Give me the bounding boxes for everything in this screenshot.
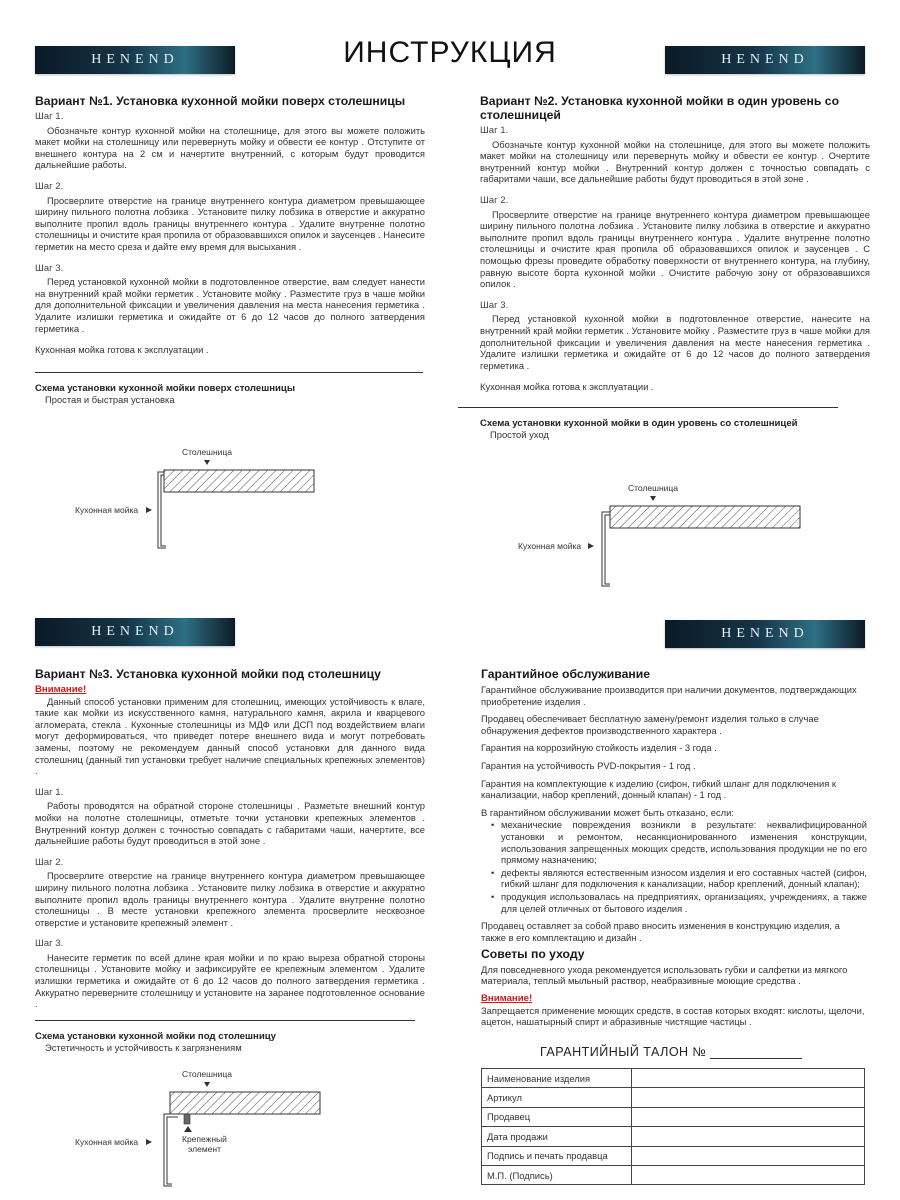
v2-arrow-sink	[588, 543, 594, 549]
v1-ready-text: Кухонная мойка готова к эксплуатации .	[35, 344, 209, 356]
variant-3-heading: Вариант №3. Установка кухонной мойки под столешницу	[35, 667, 381, 681]
v2-ready-text: Кухонная мойка готова к эксплуатации .	[480, 381, 654, 393]
warranty-section	[481, 667, 867, 1034]
table-row	[482, 1088, 865, 1107]
v3-divider	[35, 1020, 415, 1021]
list-item: • продукция использовалась на предприятиях, организациях, учреждениях, а также для целей отличных от бытового изделия .	[491, 891, 867, 914]
table-cell-value[interactable]	[632, 1069, 865, 1088]
table-row	[482, 1069, 865, 1088]
v2-divider	[458, 407, 838, 408]
warranty-refuse-list	[491, 819, 867, 914]
v3-label-countertop: Столешница	[182, 1069, 233, 1079]
warranty-p1: Гарантийное обслуживание производится при наличии документов, подтверждающих приобретение изделия .	[481, 684, 857, 707]
v1-divider	[35, 372, 423, 373]
table-cell-value[interactable]	[632, 1127, 865, 1146]
care-heading: Советы по уходу	[481, 947, 585, 962]
v3-scheme-diagram	[60, 1062, 360, 1192]
v2-label-sink: Кухонная мойка	[518, 541, 582, 551]
list-item: • механические повреждения возникли в результате: неквалифицированной установки и ремонтом, несанкционированного изменения конструкции, использования запрещенных моющих средств, использования продукции не по его прямому назначению;	[491, 819, 867, 865]
care-p1: Для повседневного ухода рекомендуется использовать губки и салфетки из мягкого материала, теплый мыльный раствор, неабразивные моющие средства .	[481, 963, 848, 987]
v1-step2-text: Просверлите отверстие на границе внутреннего контура диаметром превышающее ширину пильного полотна лобзика . Установите пилку лобзика в отверстие и аккуратно выполните пропил вдоль границы внутреннего контура . Удалите внутренне полотно столешницы и очистите края пропила от образовавшихся опилок и заусенцев . Нанесите герметик на место среза и дайте ему время для высыхания .	[35, 194, 425, 252]
brand-logo-top-left	[35, 46, 235, 74]
table-cell-label: Продавец	[482, 1107, 632, 1126]
v2-label-countertop: Столешница	[628, 483, 679, 493]
table-cell-label: Дата продажи	[482, 1127, 632, 1146]
warranty-card-table	[481, 1068, 865, 1185]
warranty-p6: Продавец оставляет за собой право вносить изменения в конструкцию изделия, а также в его комплектацию и дизайн .	[481, 920, 840, 943]
table-row	[482, 1107, 865, 1126]
warranty-heading: Гарантийное обслуживание	[481, 667, 651, 681]
v1-arrow-countertop	[204, 460, 210, 465]
v1-scheme-diagram	[60, 440, 360, 560]
table-cell-label: Наименование изделия	[482, 1069, 632, 1088]
warranty-p5: Гарантия на комплектующие к изделию (сифон, гибкий шланг для подключения к канализации, набор креплений, донный клапан) - 1 год .	[481, 777, 836, 801]
v1-step3-label: Шаг 3.	[35, 262, 64, 274]
warranty-card-title-text: ГАРАНТИЙНЫЙ ТАЛОН №	[540, 1045, 707, 1059]
v3-arrow-countertop	[204, 1082, 210, 1087]
care-warning-label: Внимание!	[481, 993, 533, 1005]
warranty-card-number-line	[710, 1049, 802, 1059]
table-cell-label: Артикул	[482, 1088, 632, 1107]
v3-warning-label: Внимание!	[35, 684, 87, 695]
v1-label-sink: Кухонная мойка	[75, 505, 139, 515]
variant-2-section	[480, 94, 870, 441]
table-cell-label: М.П. (Подпись)	[482, 1165, 632, 1184]
v1-countertop	[164, 470, 314, 492]
brand-logo-top-right	[665, 46, 865, 74]
brand-logo-mid-left	[35, 618, 235, 646]
v1-step3-text: Перед установкой кухонной мойки в подготовленное отверстие, вам следует нанести на внутренний край мойки герметик . Установите мойку . Разместите груз в чаше мойки для дополнительной фиксации и увеличения давления на места нанесения герметика . Удалите излишки герметика и ожидайте от 6 до 12 часов до полного затвердения герметика .	[35, 276, 425, 334]
warranty-p2: Продавец обеспечивает бесплатную замену/ремонт изделия только в случае обнаружения дефектов производственного характера .	[481, 713, 819, 736]
v2-scheme-diagram	[510, 476, 810, 596]
brand-logo-text: HENEND	[721, 52, 809, 67]
v3-label-sink: Кухонная мойка	[75, 1137, 139, 1147]
v3-step1-label: Шаг 1.	[35, 786, 64, 798]
v2-step1-text: Обозначьте контур кухонной мойки на столешнице, для этого вы можете положить макет мойки на столешницу или перевернуть мойку и обвести ее контур . Очертите внутренний контур мойки . Внутренний контур должен с точностью совпадать с габаритами чаши, все дальнейшие работы будут проводиться в этой зоне .	[480, 138, 870, 185]
v3-label-fastener-2: элемент	[188, 1144, 221, 1154]
brand-logo-mid-right	[665, 620, 865, 648]
v3-step1-text: Работы проводятся на обратной стороне столешницы . Разметьте внешний контур мойки на полотне столешницы, отметьте точки установки крепежных элементов . Внутренний контур должен с точностью совпадать с габаритами чаши, начертите, все дальнейшие работы будут проводиться в этой зоне .	[35, 800, 425, 847]
v2-scheme-subtitle: Простой уход	[490, 429, 549, 441]
v1-step1-label: Шаг 1.	[35, 111, 64, 122]
v1-label-countertop: Столешница	[182, 447, 233, 457]
care-p2: Запрещается применение моющих средств, в состав которых входят: кислоты, щелочи, ацетон, нашатырный спирт и абразивные чистящие частицы .	[481, 1004, 865, 1028]
table-cell-value[interactable]	[632, 1088, 865, 1107]
variant-1-heading: Вариант №1. Установка кухонной мойки поверх столешницы	[35, 94, 406, 108]
v1-arrow-sink	[146, 507, 152, 513]
variant-3-section	[35, 667, 425, 1054]
table-cell-value[interactable]	[632, 1146, 865, 1165]
table-row	[482, 1165, 865, 1184]
v1-scheme-title: Схема установки кухонной мойки поверх столешницы	[35, 382, 296, 394]
table-cell-label: Подпись и печать продавца	[482, 1146, 632, 1165]
v1-step2-label: Шаг 2.	[35, 180, 64, 192]
v3-step2-text: Просверлите отверстие на границе внутреннего контура диаметром превышающее ширину пильного полотна лобзика . Установите пилку лобзика в отверстие и аккуратно выполните пропил вдоль границы внутреннего контура . Удалите внутренне полотно столешницы . В месте установки крепежного элемента просверлите несквозное отверстие и установите крепежный элемент .	[35, 870, 425, 928]
brand-logo-text: HENEND	[721, 626, 809, 641]
v3-sink-profile	[164, 1114, 178, 1186]
warranty-p3: Гарантия на коррозийную стойкость изделия - 3 года .	[481, 742, 717, 754]
brand-logo-text: HENEND	[91, 624, 179, 639]
v2-countertop	[610, 506, 800, 528]
v3-arrow-fastener	[184, 1126, 192, 1132]
table-cell-value[interactable]	[632, 1165, 865, 1184]
v3-countertop	[170, 1092, 320, 1114]
v2-sink-profile	[602, 512, 610, 586]
v2-scheme-title: Схема установки кухонной мойки в один уровень со столешницей	[480, 417, 798, 429]
v2-sink-inner	[605, 515, 610, 584]
v1-step1-text: Обозначьте контур кухонной мойки на столешнице, для этого вы можете положить макет мойки на столешницу или перевернуть мойку и обвести ее контур . Отступите от внешнего контура на 2 см и начертите внутренний, с которым будут проводится дальнейшие работы.	[35, 124, 425, 171]
v3-step3-label: Шаг 3.	[35, 938, 64, 950]
brand-logo-text: HENEND	[91, 52, 179, 67]
table-row	[482, 1127, 865, 1146]
variant-2-heading: Вариант №2. Установка кухонной мойки в один уровень со столешницей	[480, 94, 840, 122]
v2-step3-text: Перед установкой кухонной мойки в подготовленное отверстие, нанесите на внутренний край мойки герметик . Установите мойку . Разместите груз в чаше мойки для дополнительной фиксации и увеличения давления на месте нанесения герметика . Удалите излишки герметика и ожидайте от 6 до 12 часов до полного затвердения герметика .	[480, 313, 870, 371]
v2-arrow-countertop	[650, 496, 656, 501]
warranty-card-title	[540, 1045, 802, 1059]
v3-step2-label: Шаг 2.	[35, 856, 64, 868]
v3-scheme-title: Схема установки кухонной мойки под столешницу	[35, 1030, 276, 1042]
list-item: • дефекты являются естественным износом изделия и его составных частей (сифон, гибкий шланг для подключения к канализации, набор креплений, донный клапан);	[491, 867, 867, 890]
v3-label-fastener: Крепежный	[182, 1134, 227, 1144]
v2-step2-label: Шаг 2.	[480, 194, 509, 206]
v3-fastener	[184, 1114, 190, 1124]
v2-step2-text: Просверлите отверстие на границе внутреннего контура диаметром превышающее ширину пильного полотна лобзика . Установите пилку лобзика в отверстие и аккуратно выполните пропил вдоль границы внутреннего контура . Удалите внутренне полотно столешницы и очистите края пропила об образовавшихся опилок и заусенцев . С помощью фрезы проведите обработку поверхности от внутреннего контура, на глубину, равную высоте борта кухонной мойки . Очистите рабочую зону от образовавшихся опилок .	[480, 208, 870, 290]
v3-arrow-sink	[146, 1139, 152, 1145]
table-row	[482, 1146, 865, 1165]
v1-scheme-subtitle: Простая и быстрая установка	[45, 394, 175, 406]
table-cell-value[interactable]	[632, 1107, 865, 1126]
v3-sink-inner	[167, 1117, 178, 1184]
v3-intro-text: Данный способ установки применим для столешниц, имеющих устойчивость к влаге, такие как мойки из искусственного камня, натурального камня, акрила и кварцевого агломерата, стекла . Кухонные столешницы из МДФ или ДСП под воздействием влаги могут деформироваться, что приведет потере внешнего вида и могут потребовать замены, поэтому не рекомендуем данный способ установки для данного вида столешниц (данный тип установки требует наличие специальных крепежных элементов) .	[35, 695, 425, 777]
warranty-p4: Гарантия на устойчивость PVD-покрытия - 1 год .	[481, 759, 696, 771]
v3-step3-text: Нанесите герметик по всей длине края мойки и по краю выреза обратной стороны столешницы . Установите мойку и зафиксируйте ее крепежным элементом . Удалите излишки герметика и ожидайте от 6 до 12 часов до полного затвердения герметика . Аккуратно переверните столешницу и установите на заранее подготовленное основание .	[35, 951, 425, 1010]
v2-step3-label: Шаг 3.	[480, 299, 509, 311]
page-title: ИНСТРУКЦИЯ	[343, 36, 557, 69]
v3-scheme-subtitle: Эстетичность и устойчивость к загрязнениям	[45, 1042, 242, 1054]
v2-step1-label: Шаг 1.	[480, 125, 509, 136]
warranty-refuse-intro: В гарантийном обслуживании может быть отказано, если:	[481, 806, 734, 818]
variant-1-section	[35, 94, 425, 406]
